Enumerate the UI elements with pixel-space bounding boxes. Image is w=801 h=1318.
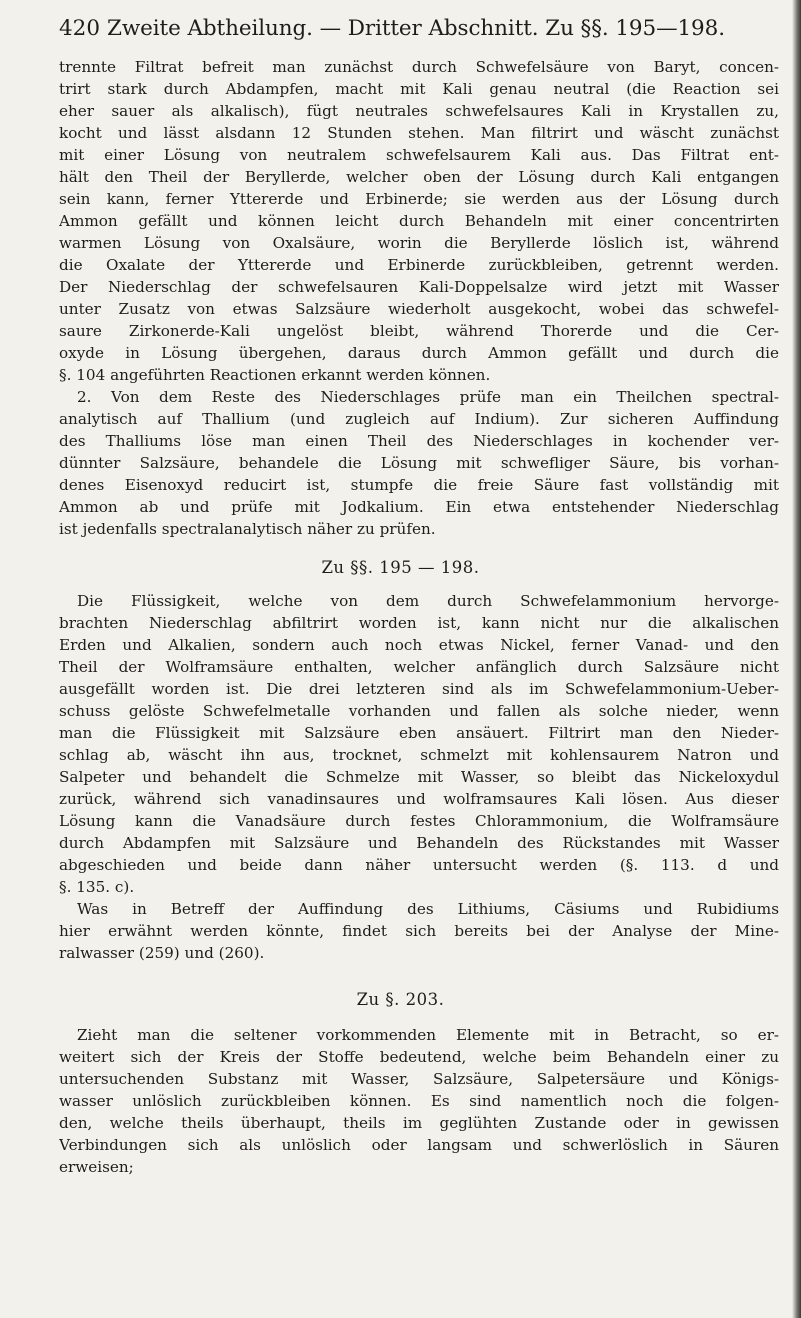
text-line: ist jedenfalls spectralanalytisch näher zu prüfen. [59,520,436,538]
text-line: dünnter Salzsäure, behandele die Lösung mit schwefliger Säure, bis vorhan- [59,454,779,472]
paragraph-elemente [59,1024,779,1178]
text-line: untersuchenden Substanz mit Wasser, Salzsäure, Salpetersäure und Königs- [59,1070,779,1088]
text-line: unter Zusatz von etwas Salzsäure wiederholt ausgekocht, wobei das schwefel- [59,300,779,318]
text-line: Was in Betreff der Auffindung des Lithiums, Cäsiums und Rubidiums [77,900,779,918]
text-line: Theil der Wolframsäure enthalten, welcher anfänglich durch Salzsäure nicht [59,658,779,676]
paragraph-thallium [59,386,779,540]
text-line: wasser unlöslich zurückbleiben können. Es sind namentlich noch die folgen- [59,1092,779,1110]
text-line: des Thalliums löse man einen Theil des Niederschlages in kochender ver- [59,432,779,450]
text-line: warmen Lösung von Oxalsäure, worin die Beryllerde löslich ist, während [59,234,779,252]
text-line: 2. Von dem Reste des Niederschlages prüfe man ein Theilchen spectral- [77,388,779,406]
text-line: Verbindungen sich als unlöslich oder langsam und schwerlöslich in Säuren [59,1136,779,1154]
text-line: man die Flüssigkeit mit Salzsäure eben ansäuert. Filtrirt man den Nieder- [59,724,779,742]
paragraph-filtrate [59,56,779,386]
text-line: eher sauer als alkalisch), fügt neutrales schwefelsaures Kali in Krystallen zu, [59,102,779,120]
text-line: trennte Filtrat befreit man zunächst durch Schwefelsäure von Baryt, concen- [59,58,779,76]
section-heading-203: Zu §. 203. [356,990,445,1009]
text-line: Ammon ab und prüfe mit Jodkalium. Ein etwa entstehender Niederschlag [59,498,779,516]
section-heading-195-198: Zu §§. 195 — 198. [321,558,480,577]
text-line: ralwasser (259) und (260). [59,944,265,962]
text-line: sein kann, ferner Yttererde und Erbinerde; sie werden aus der Lösung durch [59,190,779,208]
text-line: abgeschieden und beide dann näher untersucht werden (§. 113. d und [59,856,779,874]
text-line: zurück, während sich vanadinsaures und wolframsaures Kali lösen. Aus dieser [59,790,779,808]
page-number: 420 [59,16,101,41]
page-header [59,14,761,44]
text-line: hält den Theil der Beryllerde, welcher oben der Lösung durch Kali entgangen [59,168,779,186]
running-title: Zweite Abtheilung. — Dritter Abschnitt. Zu §§. 195—198. [107,16,725,41]
text-line: ausgefällt worden ist. Die drei letzteren sind als im Schwefelammonium-Ueber- [59,680,779,698]
text-line: saure Zirkonerde-Kali ungelöst bleibt, während Thorerde und die Cer- [59,322,779,340]
text-line: Lösung kann die Vanadsäure durch festes Chlorammonium, die Wolframsäure [59,812,779,830]
text-line: Salpeter und behandelt die Schmelze mit Wasser, so bleibt das Nickeloxydul [59,768,779,786]
page-edge-shadow [792,0,801,1318]
text-line: hier erwähnt werden könnte, findet sich bereits bei der Analyse der Mine- [59,922,779,940]
text-line: schuss gelöste Schwefelmetalle vorhanden und fallen als solche nieder, wenn [59,702,779,720]
text-line: §. 104 angeführten Reactionen erkannt werden können. [59,366,491,384]
text-line: analytisch auf Thallium (und zugleich auf Indium). Zur sicheren Auffindung [59,410,779,428]
text-line: weitert sich der Kreis der Stoffe bedeutend, welche beim Behandeln einer zu [59,1048,779,1066]
text-line: den, welche theils überhaupt, theils im geglühten Zustande oder in gewissen [59,1114,779,1132]
text-line: brachten Niederschlag abfiltrirt worden ist, kann nicht nur die alkalischen [59,614,779,632]
text-line: Der Niederschlag der schwefelsauren Kali-Doppelsalze wird jetzt mit Wasser [59,278,779,296]
text-line: Zieht man die seltener vorkommenden Elemente mit in Betracht, so er- [77,1026,779,1044]
paragraph-fluessigkeit [59,590,779,898]
text-line: Ammon gefällt und können leicht durch Behandeln mit einer concentrirten [59,212,779,230]
text-line: kocht und lässt alsdann 12 Stunden stehen. Man filtrirt und wäscht zunächst [59,124,779,142]
paragraph-lithium [59,898,779,964]
text-line: denes Eisenoxyd reducirt ist, stumpfe die freie Säure fast vollständig mit [59,476,779,494]
text-line: mit einer Lösung von neutralem schwefelsaurem Kali aus. Das Filtrat ent- [59,146,779,164]
text-line: Die Flüssigkeit, welche von dem durch Schwefelammonium hervorge- [77,592,779,610]
text-line: durch Abdampfen mit Salzsäure und Behandeln des Rückstandes mit Wasser [59,834,779,852]
text-line: §. 135. c). [59,878,135,896]
text-line: Erden und Alkalien, sondern auch noch etwas Nickel, ferner Vanad- und den [59,636,779,654]
text-line: die Oxalate der Yttererde und Erbinerde zurückbleiben, getrennt werden. [59,256,779,274]
text-line: erweisen; [59,1158,134,1176]
text-line: schlag ab, wäscht ihn aus, trocknet, schmelzt mit kohlensaurem Natron und [59,746,779,764]
text-line: trirt stark durch Abdampfen, macht mit Kali genau neutral (die Reaction sei [59,80,779,98]
text-line: oxyde in Lösung übergehen, daraus durch Ammon gefällt und durch die [59,344,779,362]
